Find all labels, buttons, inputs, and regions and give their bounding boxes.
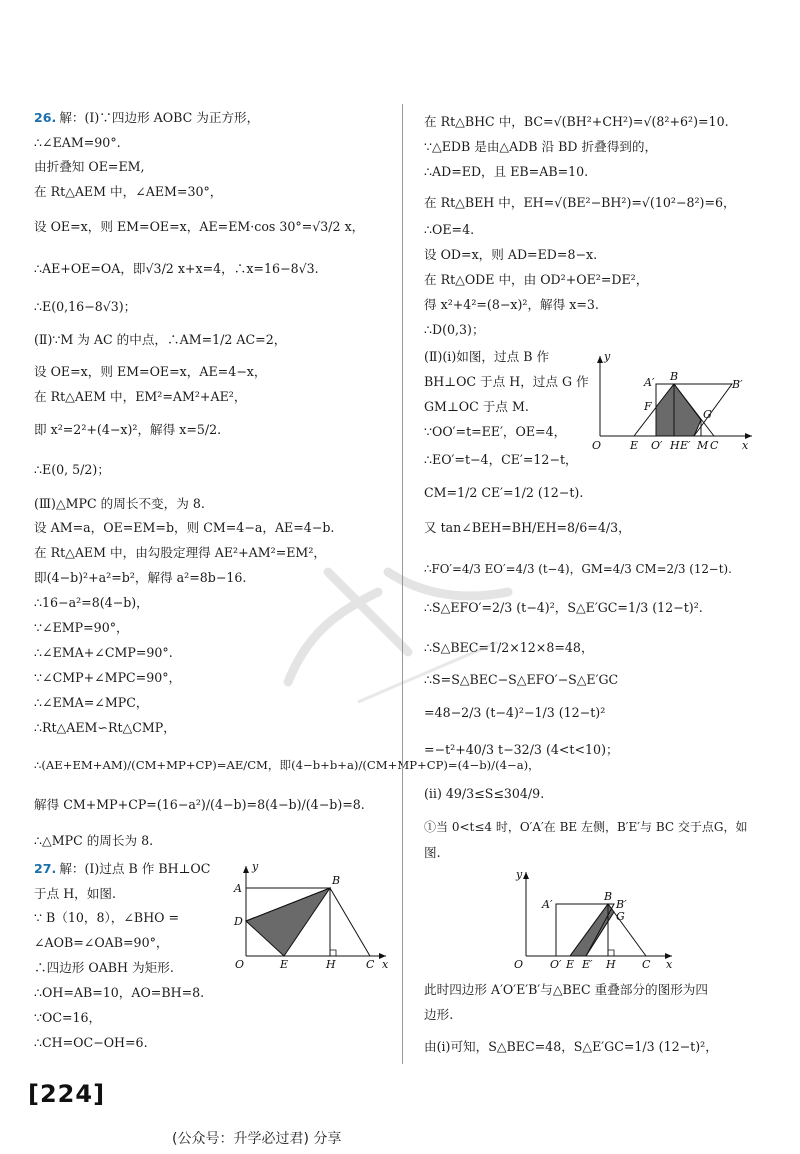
figure-part2-ii xyxy=(510,868,680,972)
r-line-8: 得 x²+4²=(8−x)²，解得 x=3. xyxy=(424,297,599,312)
fig27-label-e: E xyxy=(280,958,289,971)
fig2i-label-o: O xyxy=(592,439,602,452)
q26-line-16: 即(4−b)²+a²=b²，解得 a²=8b−16. xyxy=(34,570,247,585)
r-line-22: =−t²+40/3 t−32/3 (4<t<10)； xyxy=(424,742,619,757)
q26-line-5: 设 OE=x，则 EM=OE=x，AE=EM·cos 30°=√3/2 x， xyxy=(34,219,365,234)
q26-line-6: ∴AE+OE=OA，即√3/2 x+x=4，∴x=16−8√3. xyxy=(34,261,319,276)
q27-line-2: 于点 H，如图. xyxy=(34,886,116,901)
r-line-15: CM=1/2 CE′=1/2 (12−t). xyxy=(424,485,584,500)
r-line-28: 由(ⅰ)可知，S△BEC=48，S△E′GC=1/3 (12−t)²， xyxy=(424,1039,718,1054)
q27-line-8: ∴CH=OC−OH=6. xyxy=(34,1035,148,1050)
r-line-24: ①当 0<t≤4 时，O′A′在 BE 左侧，B′E′与 BC 交于点G，如 xyxy=(424,820,748,834)
fig2i-label-o1: O′ xyxy=(651,439,663,452)
r-line-26: 此时四边形 A′O′E′B′与△BEC 重叠部分的图形为四 xyxy=(424,982,708,997)
fig2ii-label-x: x xyxy=(666,958,673,971)
fig2ii-label-h: H xyxy=(606,958,616,971)
fig2i-label-a1: A′ xyxy=(644,376,655,389)
q27-number: 27. xyxy=(34,861,57,876)
r-line-1: 在 Rt△BHC 中，BC=√(BH²+CH²)=√(8²+6²)=10. xyxy=(424,114,729,129)
fig2ii-label-e: E xyxy=(566,958,575,971)
page-number: [224] xyxy=(28,1080,106,1108)
q26-line-1: 26. 解：(Ⅰ)∵四边形 AOBC 为正方形， xyxy=(34,110,260,125)
fig2i-label-b1: B′ xyxy=(732,378,743,391)
r-line-11: BH⊥OC 于点 H，过点 G 作 xyxy=(424,374,589,389)
fig2i-label-e: E xyxy=(630,439,639,452)
r-line-3: ∴AD=ED，且 EB=AB=10. xyxy=(424,164,589,179)
r-line-6: 设 OD=x，则 AD=ED=8−x. xyxy=(424,247,598,262)
r-line-12: GM⊥OC 于点 M. xyxy=(424,399,529,414)
r-line-21: =48−2/3 (t−4)²−1/3 (12−t)² xyxy=(424,705,606,720)
fig2ii-label-a1: A′ xyxy=(542,898,553,911)
q27-line-5: ∴四边形 OABH 为矩形. xyxy=(34,960,174,975)
q26-line-25: ∴△MPC 的周长为 8. xyxy=(34,833,154,848)
q27-line-4: ∠AOB=∠OAB=90°， xyxy=(34,935,169,950)
q26-number: 26. xyxy=(34,110,57,125)
q26-line-21: ∴∠EMA=∠MPC， xyxy=(34,695,149,710)
r-line-27: 边形. xyxy=(424,1007,454,1022)
r-line-5: ∴OE=4. xyxy=(424,222,475,237)
fig2ii-label-e1: E′ xyxy=(582,958,593,971)
fig2ii-label-b1: B′ xyxy=(616,898,627,911)
q26-line-2: ∴∠EAM=90°. xyxy=(34,135,121,150)
r-line-4: 在 Rt△BEH 中，EH=√(BE²−BH²)=√(10²−8²)=6， xyxy=(424,195,736,210)
q26-line-9: 设 OE=x，则 EM=OE=x，AE=4−x， xyxy=(34,364,267,379)
r-line-2: ∵△EDB 是由△ADB 沿 BD 折叠得到的， xyxy=(424,139,658,154)
q26-line-13: (Ⅲ)△MPC 的周长不变，为 8. xyxy=(34,496,205,511)
q26-line-11: 即 x²=2²+(4−x)²，解得 x=5/2. xyxy=(34,422,222,437)
fig2i-label-y: y xyxy=(604,350,611,363)
r-line-18: ∴S△EFO′=2/3 (t−4)²，S△E′GC=1/3 (12−t)². xyxy=(424,600,703,615)
fig2ii-label-o: O xyxy=(514,958,524,971)
q26-line-18: ∵∠EMP=90°， xyxy=(34,620,129,635)
r-line-9: ∴D(0,3)； xyxy=(424,322,485,337)
q26-line-4: 在 Rt△AEM 中，∠AEM=30°， xyxy=(34,184,223,199)
fig27-label-o: O xyxy=(235,958,245,971)
shaded-triangle-dbe xyxy=(246,888,330,956)
q26-line-17: ∴16−a²=8(4−b)， xyxy=(34,595,149,610)
fig27-label-x: x xyxy=(382,958,389,971)
figure-part2-i xyxy=(592,352,762,452)
q27-line-3: ∵ B（10，8），∠BHO = xyxy=(34,910,180,925)
r-line-16: 又 tan∠BEH=BH/EH=8/6=4/3， xyxy=(424,520,631,535)
fig27-label-h: H xyxy=(326,958,336,971)
fig2ii-label-y: y xyxy=(516,868,523,881)
fig27-label-d: D xyxy=(234,915,243,928)
q27-line-7: ∵OC=16， xyxy=(34,1010,102,1025)
shaded-overlap-quad xyxy=(570,904,614,956)
q26-line-14: 设 AM=a，OE=EM=b，则 CM=4−a，AE=4−b. xyxy=(34,520,335,535)
r-line-25: 图. xyxy=(424,845,441,860)
fig27-label-c: C xyxy=(366,958,375,971)
fig2i-label-g: G xyxy=(703,408,712,421)
fig2i-label-h: H xyxy=(670,439,680,452)
q26-line-19: ∴∠EMA+∠CMP=90°. xyxy=(34,645,173,660)
q26-line-8: (Ⅱ)∵M 为 AC 的中点，∴AM=1/2 AC=2， xyxy=(34,332,287,347)
fig2i-label-f: F xyxy=(644,400,652,413)
r-line-13: ∵OO′=t=EE′，OE=4， xyxy=(424,424,567,439)
q26-line-22: ∴Rt△AEM∽Rt△CMP， xyxy=(34,720,176,735)
fig27-label-b: B xyxy=(332,874,341,887)
footer-credit: (公众号：升学必过君) 分享 xyxy=(172,1131,342,1147)
figure-q27 xyxy=(232,860,392,970)
q27-line-6: ∴OH=AB=10，AO=BH=8. xyxy=(34,985,205,1000)
r-line-19: ∴S△BEC=1/2×12×8=48， xyxy=(424,640,594,655)
q26-line-24: 解得 CM+MP+CP=(16−a²)/(4−b)=8(4−b)/(4−b)=8. xyxy=(34,797,365,812)
q26-line-12: ∴E(0, 5/2)； xyxy=(34,462,110,477)
fig2ii-label-c: C xyxy=(642,958,651,971)
q26-line-7: ∴E(0,16−8√3)； xyxy=(34,299,137,314)
q26-line-3: 由折叠知 OE=EM, xyxy=(34,159,145,174)
fig2ii-label-g: G xyxy=(616,910,625,923)
fig2ii-label-b: B xyxy=(604,890,613,903)
fig2ii-label-o1: O′ xyxy=(550,958,562,971)
fig2i-label-c: C xyxy=(710,439,719,452)
r-line-14: ∴EO′=t−4，CE′=12−t， xyxy=(424,452,578,467)
fig2i-label-m: M xyxy=(697,439,709,452)
fig2i-label-x: x xyxy=(742,439,749,452)
r-line-17: ∴FO′=4/3 EO′=4/3 (t−4)，GM=4/3 CM=2/3 (12−t). xyxy=(424,562,732,576)
fig2i-label-b: B xyxy=(670,370,679,383)
r-line-10: (Ⅱ)(ⅰ)如图，过点 B 作 xyxy=(424,349,550,364)
fig27-label-y: y xyxy=(252,860,259,873)
watermark-logo xyxy=(268,532,528,732)
q27-line-1: 27. 解：(Ⅰ)过点 B 作 BH⊥OC xyxy=(34,861,211,876)
q26-line-23: ∴(AE+EM+AM)/(CM+MP+CP)=AE/CM，即(4−b+b+a)/(CM+MP+CP)=(4−b)/(4−a)， xyxy=(34,758,540,772)
q26-line-20: ∵∠CMP+∠MPC=90°， xyxy=(34,670,182,685)
r-line-23: (ⅱ) 49/3≤S≤304/9. xyxy=(424,786,545,801)
fig27-label-a: A xyxy=(234,882,242,895)
q26-line-15: 在 Rt△AEM 中，由勾股定理得 AE²+AM²=EM²， xyxy=(34,545,326,560)
q26-line-10: 在 Rt△AEM 中，EM²=AM²+AE²， xyxy=(34,389,247,404)
r-line-7: 在 Rt△ODE 中，由 OD²+OE²=DE²， xyxy=(424,272,649,287)
fig2i-label-e1: E′ xyxy=(680,439,691,452)
r-line-20: ∴S=S△BEC−S△EFO′−S△E′GC xyxy=(424,672,619,687)
